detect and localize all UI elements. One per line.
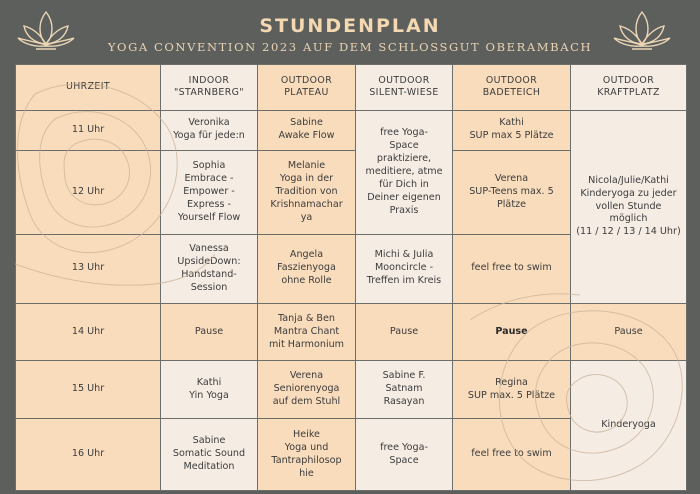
page-title: STUNDENPLAN [259,15,441,37]
time-16: 16 Uhr [16,419,161,491]
cell-silent-13: Michi & Julia Mooncircle - Treffen im Kreis [356,234,453,303]
cell-indoor-11: Veronika Yoga für jede:n [161,110,258,150]
cell-badeteich-13: feel free to swim [453,234,571,303]
header-indoor-starnberg: INDOOR "STARNBERG" [161,65,258,111]
schedule-table [15,64,687,491]
cell-silent-11-12: free Yoga- Space praktiziere, meditiere, atme für Dich in Deiner eigenen Praxis [356,110,453,234]
cell-badeteich-16: feel free to swim [453,419,571,491]
cell-kraftplatz-11-13: Nicola/Julie/Kathi Kinderyoga zu jeder vollen Stunde möglich (11 / 12 / 13 / 14 Uhr) [571,110,687,303]
header-outdoor-badeteich: OUTDOOR BADETEICH [453,65,571,111]
header-uhrzeit: UHRZEIT [16,65,161,111]
cell-indoor-15: Kathi Yin Yoga [161,361,258,419]
table-row-11 [16,110,687,150]
cell-indoor-14: Pause [161,304,258,361]
table-row-15 [16,361,687,419]
lotus-icon [612,8,672,54]
cell-plateau-16: Heike Yoga und Tantraphilosop hie [258,419,356,491]
header-outdoor-kraftplatz: OUTDOOR KRAFTPLATZ [571,65,687,111]
time-11: 11 Uhr [16,110,161,150]
cell-badeteich-11: Kathi SUP max 5 Plätze [453,110,571,150]
cell-silent-14: Pause [356,304,453,361]
cell-badeteich-14: Pause [453,304,571,361]
cell-indoor-12: Sophia Embrace - Empower - Express - Yourself Flow [161,150,258,234]
cell-plateau-13: Angela Faszienyoga ohne Rolle [258,234,356,303]
table-row-14 [16,304,687,361]
header-outdoor-silent-wiese: OUTDOOR SILENT-WIESE [356,65,453,111]
cell-plateau-15: Verena Seniorenyoga auf dem Stuhl [258,361,356,419]
time-13: 13 Uhr [16,234,161,303]
cell-badeteich-12: Verena SUP-Teens max. 5 Plätze [453,150,571,234]
cell-silent-16: free Yoga- Space [356,419,453,491]
cell-plateau-11: Sabine Awake Flow [258,110,356,150]
cell-indoor-16: Sabine Somatic Sound Meditation [161,419,258,491]
cell-silent-15: Sabine F. Satnam Rasayan [356,361,453,419]
lotus-icon [16,8,76,54]
cell-indoor-13: Vanessa UpsideDown: Handstand- Session [161,234,258,303]
page-subtitle: YOGA CONVENTION 2023 AUF DEM SCHLOSSGUT OBERAMBACH [107,40,593,54]
time-15: 15 Uhr [16,361,161,419]
cell-plateau-14: Tanja & Ben Mantra Chant mit Harmonium [258,304,356,361]
time-12: 12 Uhr [16,150,161,234]
time-14: 14 Uhr [16,304,161,361]
cell-badeteich-15: Regina SUP max. 5 Plätze [453,361,571,419]
cell-kraftplatz-15-16: Kinderyoga [571,361,687,491]
cell-plateau-12: Melanie Yoga in der Tradition von Krishnamachar ya [258,150,356,234]
header-row [16,65,687,111]
cell-kraftplatz-14: Pause [571,304,687,361]
header-outdoor-plateau: OUTDOOR PLATEAU [258,65,356,111]
